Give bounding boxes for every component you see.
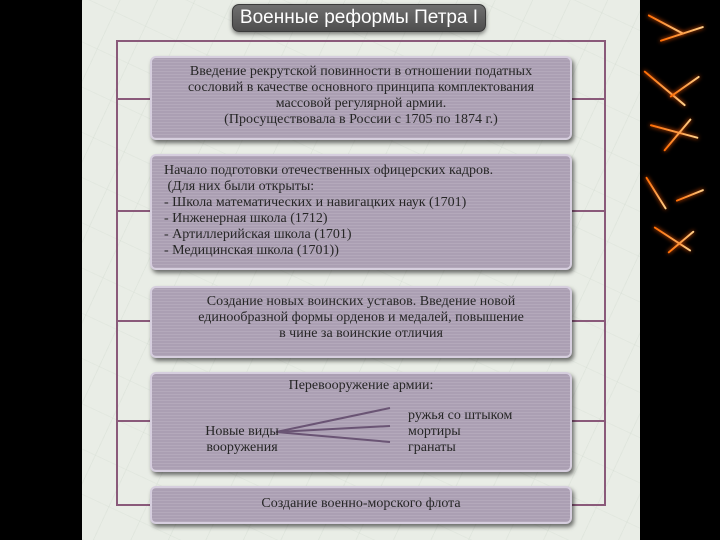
school-item: - Инженерная школа (1712) [164, 211, 328, 226]
weapon-type: гранаты [408, 440, 456, 455]
weapon-type: мортиры [408, 424, 461, 439]
reform-box-officer-training [150, 154, 572, 270]
new-weapons-label: Новые виды [205, 424, 279, 439]
reform-line: в чине за воинские отличия [279, 326, 443, 341]
reform-box-recruitment [150, 56, 572, 140]
bracket-connector-5-right [568, 504, 606, 506]
bracket-right-line [604, 40, 606, 506]
bracket-connector-2 [116, 210, 152, 212]
reform-line: Введение рекрутской повинности в отношении податных [189, 64, 533, 79]
reform-box-regulations [150, 286, 572, 358]
bracket-left-line [116, 40, 118, 506]
bracket-connector-2-right [568, 210, 606, 212]
new-weapons-label: вооружения [206, 440, 278, 455]
bracket-connector-4 [116, 420, 152, 422]
bracket-connector-3-right [568, 320, 606, 322]
reform-line: Создание новых воинских уставов. Введение новой [206, 294, 516, 309]
slide-title: Военные реформы Петра I [232, 4, 486, 32]
bracket-connector-5 [116, 504, 152, 506]
bracket-top-line [116, 40, 606, 42]
school-item: - Школа математических и навигацких наук (1701) [164, 195, 467, 210]
fireworks-decoration [640, 0, 720, 540]
bracket-connector-1 [116, 98, 152, 100]
reform-line: Создание военно-морского флота [261, 496, 461, 511]
rearmament-heading: Перевооружение армии: [288, 378, 434, 393]
reform-box-navy [150, 486, 572, 524]
reform-line: сословий в качестве основного принципа комплектования [187, 80, 535, 95]
bracket-connector-1-right [568, 98, 606, 100]
reform-line: единообразной формы орденов и медалей, повышение [198, 310, 524, 325]
school-item: - Артиллерийская школа (1701) [164, 227, 352, 242]
bracket-connector-3 [116, 320, 152, 322]
school-item: - Медицинская школа (1701)) [164, 243, 339, 258]
reform-line: массовой регулярной армии. [275, 96, 447, 111]
bracket-connector-4-right [568, 420, 606, 422]
weapon-type: ружья со штыком [408, 408, 513, 423]
reform-box-rearmament [150, 372, 572, 472]
reform-line: (Для них были открыты: [164, 179, 315, 194]
reform-line: (Просуществовала в России с 1705 по 1874 г.) [224, 112, 498, 127]
reform-line: Начало подготовки отечественных офицерских кадров. [164, 163, 494, 178]
